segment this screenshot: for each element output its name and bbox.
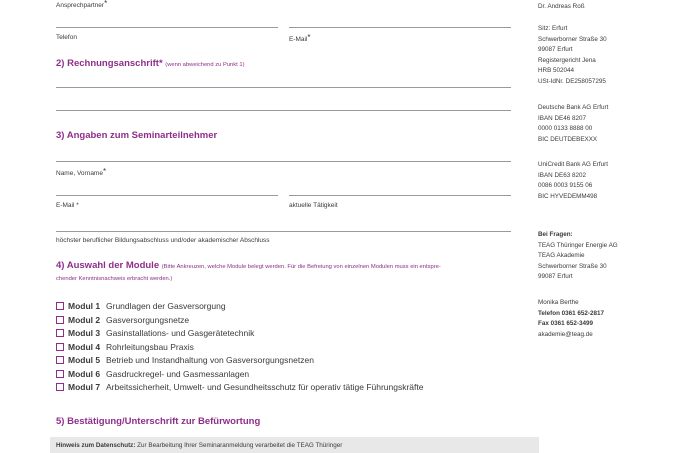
sidebar-questions-line: TEAG Akademie: [538, 252, 585, 260]
privacy-label: Hinweis zum Datenschutz:: [56, 442, 136, 449]
module-3-checkbox[interactable]: [56, 329, 64, 337]
sidebar-email[interactable]: akademie@teag.de: [538, 330, 593, 338]
module-5-desc: Betrieb und Instandhaltung von Gasversorgungsnetzen: [106, 355, 314, 365]
sidebar-questions: [538, 230, 618, 283]
section-4-note-cont: chender Kenntnisnachweis erbracht werden.): [56, 276, 173, 282]
module-4-checkbox[interactable]: [56, 343, 64, 351]
sidebar-sitz-line: Registergericht Jena: [538, 56, 596, 64]
participant-email-input[interactable]: [56, 195, 278, 196]
module-5-name: Modul 5: [68, 355, 101, 365]
participant-email-label: E-Mail *: [56, 202, 79, 209]
email-contact-label: E-Mail*: [289, 33, 311, 43]
sidebar-questions-line: 99087 Erfurt: [538, 273, 573, 281]
section-3-heading: 3) Angaben zum Seminarteilnehmer: [56, 130, 218, 141]
module-3-name: Modul 3: [68, 328, 101, 338]
module-row-2[interactable]: [56, 314, 189, 326]
participant-activity-input[interactable]: [289, 195, 511, 196]
module-4-name: Modul 4: [68, 342, 101, 352]
module-5-checkbox[interactable]: [56, 356, 64, 364]
sidebar-bank-line: BIC HYVEDEMM498: [538, 192, 598, 200]
sidebar-fax: Fax 0361 652-3499: [538, 320, 593, 328]
sidebar-bank-line: 0086 0003 9155 06: [538, 182, 593, 190]
module-row-5[interactable]: [56, 354, 314, 366]
sidebar-contact-name: Monika Berthe: [538, 299, 579, 306]
module-4-desc: Rohrleitungsbau Praxis: [106, 342, 194, 352]
module-3-desc: Gasinstallations- und Gasgerätetechnik: [106, 328, 255, 338]
module-7-checkbox[interactable]: [56, 383, 64, 391]
degree-label: höchster beruflicher Bildungsabschluss und/oder akademischer Abschluss: [56, 237, 270, 244]
sidebar-sitz-line: 99087 Erfurt: [538, 46, 573, 54]
sidebar-bank-1: [538, 103, 608, 145]
module-1-checkbox[interactable]: [56, 302, 64, 310]
sidebar-bank-line: IBAN DE63 8202: [538, 171, 586, 179]
sidebar-sitz-line: HRB 502044: [538, 67, 575, 75]
module-6-checkbox[interactable]: [56, 370, 64, 378]
section-4-note: (Bitte Ankreuzen, welche Module belegt werden. Für die Befreiung von einzelnen Modulen muss ein entspre-: [161, 264, 441, 270]
privacy-text: Zur Bearbeitung Ihrer Seminaranmeldung verarbeitet die TEAG Thüringer: [137, 442, 343, 449]
module-7-desc: Arbeitssicherheit, Umwelt- und Gesundheitsschutz für operativ tätige Führungskräfte: [106, 382, 424, 392]
sidebar-phone: Telefon 0361 652-2817: [538, 309, 605, 317]
sidebar-sitz-line: Schwerborner Straße 30: [538, 35, 607, 43]
email-contact-input[interactable]: [289, 27, 511, 28]
module-2-checkbox[interactable]: [56, 316, 64, 324]
sidebar-bank-line: UniCredit Bank AG Erfurt: [538, 161, 608, 168]
sidebar-company-info: [538, 24, 607, 88]
degree-input[interactable]: [56, 231, 511, 232]
section-2-heading: 2) Rechnungsanschrift* (wenn abweichend zu Punkt 1): [56, 58, 245, 69]
telefon-label: Telefon: [56, 34, 77, 41]
module-row-4[interactable]: [56, 341, 194, 353]
sidebar-sitz-line: USt-IdNr. DE258057295: [538, 77, 606, 85]
billing-address-line-1[interactable]: [56, 87, 511, 88]
section-5-heading: 5) Bestätigung/Unterschrift zur Befürwortung: [56, 416, 261, 427]
sidebar-bank-line: BIC DEUTDEBEXXX: [538, 135, 598, 143]
privacy-notice: [50, 437, 539, 453]
sidebar-questions-label: Bei Fragen:: [538, 231, 573, 238]
module-1-desc: Grundlagen der Gasversorgung: [106, 301, 226, 311]
sidebar-contact: [538, 298, 604, 340]
module-2-desc: Gasversorgungsnetze: [106, 315, 190, 325]
sidebar-questions-line: TEAG Thüringer Energie AG: [538, 241, 618, 249]
section-4-heading: 4) Auswahl der Module (Bitte Ankreuzen, welche Module belegt werden. Für die Befreiung von einzelnen Modulen muss ein entspre-: [56, 260, 441, 271]
module-2-name: Modul 2: [68, 315, 101, 325]
module-row-7[interactable]: [56, 381, 423, 393]
module-row-1[interactable]: [56, 300, 226, 312]
section-2-note: (wenn abweichend zu Punkt 1): [165, 62, 245, 68]
sidebar-person: Dr. Andreas Roß: [538, 3, 585, 10]
ansprechpartner-input[interactable]: [56, 27, 278, 28]
module-6-desc: Gasdruckregel- und Gasmessanlagen: [106, 369, 250, 379]
sidebar-bank-2: [538, 160, 608, 202]
participant-name-input[interactable]: [56, 161, 511, 162]
module-row-6[interactable]: [56, 368, 249, 380]
ansprechpartner-label: Ansprechpartner*: [56, 0, 108, 9]
sidebar-bank-line: Deutsche Bank AG Erfurt: [538, 104, 609, 111]
sidebar-bank-line: 0000 0133 8888 00: [538, 125, 593, 133]
sidebar-questions-line: Schwerborner Straße 30: [538, 262, 607, 270]
module-6-name: Modul 6: [68, 369, 101, 379]
activity-label: aktuelle Tätigkeit: [289, 202, 338, 209]
sidebar-sitz-line: Sitz: Erfurt: [538, 25, 568, 32]
name-label: Name, Vorname*: [56, 167, 107, 177]
billing-address-line-2[interactable]: [56, 110, 511, 111]
sidebar-bank-line: IBAN DE46 8207: [538, 114, 586, 122]
module-1-name: Modul 1: [68, 301, 101, 311]
module-row-3[interactable]: [56, 327, 254, 339]
module-7-name: Modul 7: [68, 382, 101, 392]
